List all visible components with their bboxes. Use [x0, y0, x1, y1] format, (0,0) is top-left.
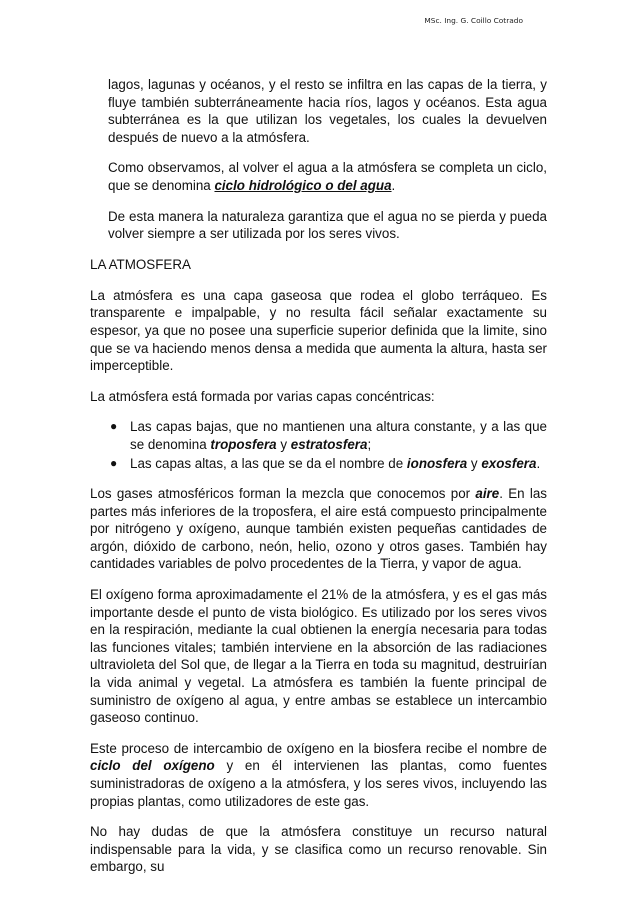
list-item	[90, 418, 547, 453]
ciclo-oxigeno-term: ciclo del oxígeno	[90, 758, 215, 774]
bullet-2-end: .	[536, 455, 541, 471]
atmosphere-paragraph-5	[90, 740, 547, 810]
p3-rest: . En las partes más inferiores de la troposfera, el aire está compuesto principalmente por nitrógeno y oxígeno, aunque también existen pequeñas cantidades de argón, dióxido de carbono, neón, helio, ozono y otros gases. También hay cantidades variables de polvo procedentes de la Tierra, y vapor de agua.	[90, 486, 547, 572]
ciclo-hidrologico-term: ciclo hidrológico o del agua	[214, 177, 392, 193]
atmosphere-paragraph-3	[90, 485, 547, 573]
intro-block	[108, 76, 547, 243]
intro-paragraph-3: De esta manera la naturaleza garantiza que el agua no se pierda y pueda volver siempre a ser utilizada por los seres vivos.	[108, 208, 547, 242]
bullet-1-text: Las capas bajas, que no mantienen una altura constante, y a las que se denomina	[130, 419, 547, 452]
intro-p2-end: .	[391, 177, 396, 193]
bullet-2-mid: y	[467, 455, 482, 471]
p5-text: Este proceso de intercambio de oxígeno en la biosfera recibe el nombre de	[90, 740, 547, 756]
section-title: LA ATMOSFERA	[90, 256, 191, 272]
bullet-icon: ●	[110, 455, 118, 470]
atmosphere-paragraph-1: La atmósfera es una capa gaseosa que rodea el globo terráqueo. Es transparente e impalpable, y no resulta fácil señalar exactamente su espesor, ya que no posee una superficie superior definida que la limite, sino que se va haciendo menos densa a medida que aumenta la altura, hasta ser imperceptible.	[90, 287, 547, 374]
bullet-2-text: Las capas altas, a las que se da el nombre de	[130, 455, 407, 471]
exosfera-term: exosfera	[481, 455, 537, 471]
list-item	[90, 455, 547, 473]
bullet-icon: ●	[110, 419, 118, 434]
document-body	[90, 76, 547, 889]
p3-text: Los gases atmosféricos forman la mezcla que conocemos por	[90, 486, 476, 502]
estratosfera-term: estratosfera	[290, 436, 368, 452]
atmosphere-paragraph-4: El oxígeno forma aproximadamente el 21% de la atmósfera, y es el gas más importante desde el punto de vista biológico. Es utilizado por los seres vivos en la respiración, mediante la cual obtienen la energía necesaria para todas las funciones vitales; también interviene en la absorción de las radiaciones ultravioleta del Sol que, de llegar a la Tierra en toda su magnitud, destruirían la vida animal y vegetal. La atmósfera es también la fuente principal de suministro de oxígeno al agua, y entre ambas se establece un intercambio gaseoso continuo.	[90, 587, 547, 726]
bullet-1-end: ;	[367, 436, 372, 452]
bullet-1-mid: y	[276, 436, 291, 452]
atmosphere-paragraph-2: La atmósfera está formada por varias capas concéntricas:	[90, 388, 435, 404]
p5-rest: y en él intervienen las plantas, como fuentes suministradoras de oxígeno a la atmósfera, y los seres vivos, incluyendo las propias plantas, como utilizadores de este gas.	[90, 758, 547, 809]
layers-list	[90, 418, 547, 472]
troposfera-term: troposfera	[210, 436, 277, 452]
intro-paragraph-1: lagos, lagunas y océanos, y el resto se infiltra en las capas de la tierra, y fluye también subterráneamente hacia ríos, lagos y océanos. Esta agua subterránea es la que utilizan los vegetales, los cuales la devuelven después de nuevo a la atmósfera.	[108, 77, 547, 145]
intro-p2-text: Como observamos, al volver el agua a la atmósfera se completa un ciclo, que se denomina	[108, 160, 547, 193]
page-header-author: MSc. Ing. G. Coillo Cotrado	[424, 16, 523, 25]
intro-paragraph-2	[108, 159, 547, 194]
aire-term: aire	[475, 486, 500, 502]
atmosphere-paragraph-6: No hay dudas de que la atmósfera constituye un recurso natural indispensable para la vida, y se clasifica como un recurso renovable. Sin embargo, su	[90, 824, 547, 875]
ionosfera-term: ionosfera	[406, 455, 468, 471]
